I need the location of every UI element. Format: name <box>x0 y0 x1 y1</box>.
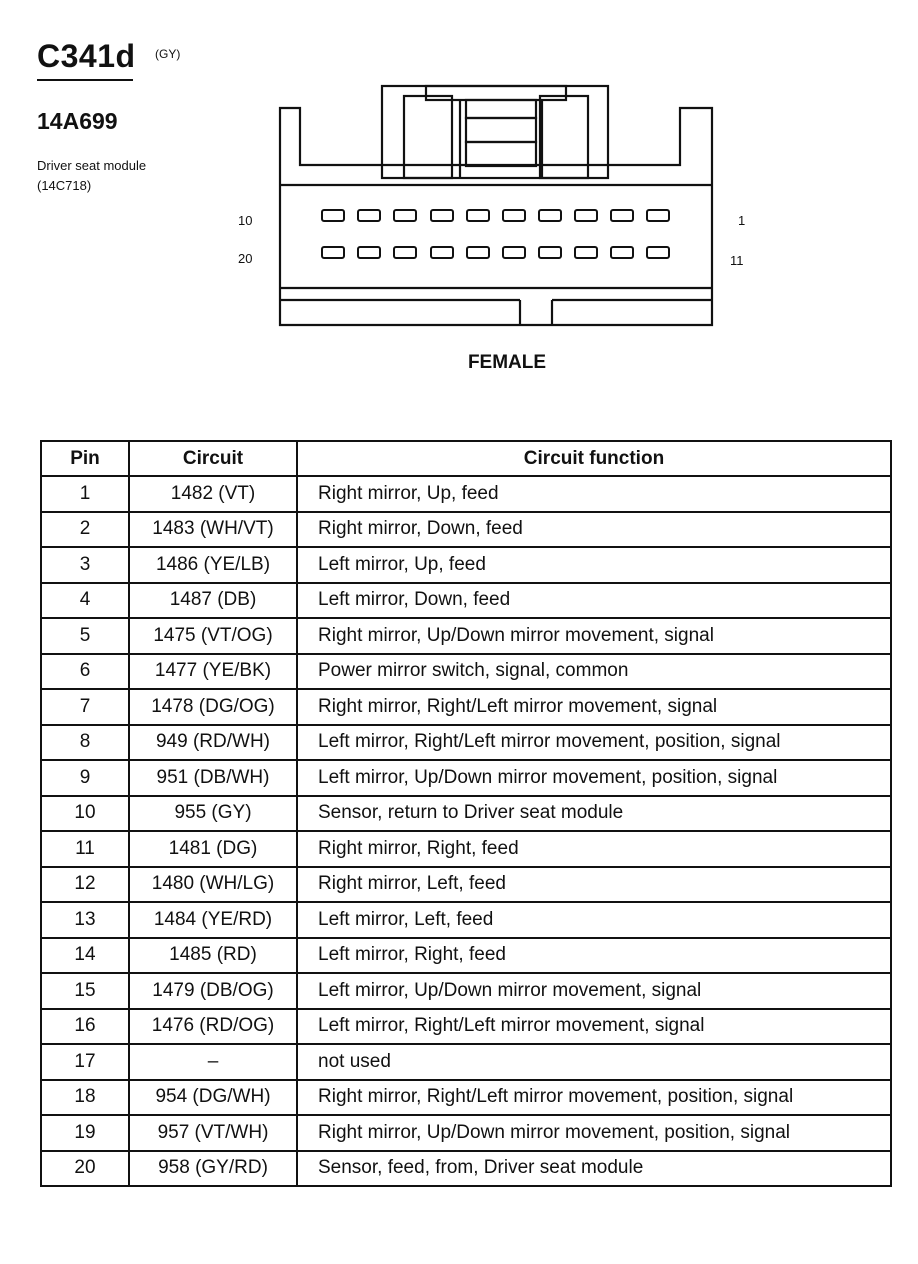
pin-number: 7 <box>41 689 129 725</box>
pin-number: 4 <box>41 583 129 619</box>
table-row <box>41 1115 891 1151</box>
circuit-function: Sensor, return to Driver seat module <box>297 796 891 832</box>
pin-number: 16 <box>41 1009 129 1045</box>
circuit-code: 957 (VT/WH) <box>129 1115 297 1151</box>
circuit-code: 1483 (WH/VT) <box>129 512 297 548</box>
circuit-function: Sensor, feed, from, Driver seat module <box>297 1151 891 1187</box>
pin-number: 3 <box>41 547 129 583</box>
table-row <box>41 725 891 761</box>
pin-number: 17 <box>41 1044 129 1080</box>
pin-number: 20 <box>41 1151 129 1187</box>
circuit-code: 1478 (DG/OG) <box>129 689 297 725</box>
circuit-function: Left mirror, Right/Left mirror movement, signal <box>297 1009 891 1045</box>
pin-label-1: 1 <box>738 213 746 228</box>
circuit-function: Right mirror, Left, feed <box>297 867 891 903</box>
pin-number: 19 <box>41 1115 129 1151</box>
table-row <box>41 760 891 796</box>
circuit-code: – <box>129 1044 297 1080</box>
pin-cavity-20 <box>322 247 344 258</box>
circuit-function: Left mirror, Up/Down mirror movement, position, signal <box>297 760 891 796</box>
circuit-function: Right mirror, Up/Down mirror movement, signal <box>297 618 891 654</box>
circuit-code: 958 (GY/RD) <box>129 1151 297 1187</box>
pin-number: 8 <box>41 725 129 761</box>
pin-cavity-16 <box>467 247 489 258</box>
pin-cavity-6 <box>467 210 489 221</box>
pin-cavity-2 <box>611 210 633 221</box>
header-circuit: Circuit <box>129 441 297 476</box>
pin-number: 15 <box>41 973 129 1009</box>
pin-number: 9 <box>41 760 129 796</box>
circuit-code: 951 (DB/WH) <box>129 760 297 796</box>
circuit-function: not used <box>297 1044 891 1080</box>
circuit-function: Right mirror, Up/Down mirror movement, position, signal <box>297 1115 891 1151</box>
pin-cavity-19 <box>358 247 380 258</box>
pin-number: 5 <box>41 618 129 654</box>
pin-number: 13 <box>41 902 129 938</box>
circuit-function: Left mirror, Left, feed <box>297 902 891 938</box>
pin-number: 11 <box>41 831 129 867</box>
circuit-function: Right mirror, Right/Left mirror movement, position, signal <box>297 1080 891 1116</box>
circuit-code: 1487 (DB) <box>129 583 297 619</box>
pin-cavity-9 <box>358 210 380 221</box>
table-row <box>41 796 891 832</box>
pin-cavity-7 <box>431 210 453 221</box>
table-row <box>41 1080 891 1116</box>
table-row <box>41 1044 891 1080</box>
table-row <box>41 938 891 974</box>
latch-slot-lower <box>466 142 536 166</box>
pin-cavity-5 <box>503 210 525 221</box>
circuit-function: Right mirror, Down, feed <box>297 512 891 548</box>
pin-number: 12 <box>41 867 129 903</box>
circuit-code: 955 (GY) <box>129 796 297 832</box>
pin-cavity-4 <box>539 210 561 221</box>
pin-label-10: 10 <box>238 213 253 228</box>
header-pin: Pin <box>41 441 129 476</box>
table-row <box>41 831 891 867</box>
pin-number: 1 <box>41 476 129 512</box>
circuit-code: 1481 (DG) <box>129 831 297 867</box>
table-row <box>41 902 891 938</box>
circuit-code: 1484 (YE/RD) <box>129 902 297 938</box>
circuit-code: 1476 (RD/OG) <box>129 1009 297 1045</box>
pin-number: 2 <box>41 512 129 548</box>
circuit-code: 1486 (YE/LB) <box>129 547 297 583</box>
table-row <box>41 547 891 583</box>
table-row <box>41 1151 891 1187</box>
header-circuit-function: Circuit function <box>297 441 891 476</box>
connector-gender-label: FEMALE <box>467 352 547 373</box>
circuit-function: Right mirror, Right/Left mirror movement, signal <box>297 689 891 725</box>
pin-cavity-13 <box>575 247 597 258</box>
pin-cavity-11 <box>647 247 669 258</box>
pin-label-20: 20 <box>238 251 253 266</box>
circuit-function: Right mirror, Up, feed <box>297 476 891 512</box>
pin-cavity-10 <box>322 210 344 221</box>
pin-cavity-14 <box>539 247 561 258</box>
table-row <box>41 583 891 619</box>
description-line-1: Driver seat module <box>37 158 147 173</box>
circuit-code: 949 (RD/WH) <box>129 725 297 761</box>
pin-number: 18 <box>41 1080 129 1116</box>
circuit-function: Left mirror, Right/Left mirror movement, position, signal <box>297 725 891 761</box>
pinout-table <box>40 440 892 1187</box>
connector-color-code: (GY) <box>155 47 181 61</box>
pin-cavity-3 <box>575 210 597 221</box>
circuit-function: Power mirror switch, signal, common <box>297 654 891 690</box>
table-row <box>41 973 891 1009</box>
latch-slot-upper <box>466 100 536 118</box>
pin-label-11: 11 <box>730 253 744 268</box>
pin-number: 6 <box>41 654 129 690</box>
description-line-2: (14C718) <box>37 178 92 193</box>
pin-cavity-1 <box>647 210 669 221</box>
latch-top-bar <box>426 86 566 100</box>
table-row <box>41 512 891 548</box>
circuit-code: 954 (DG/WH) <box>129 1080 297 1116</box>
pin-cavity-8 <box>394 210 416 221</box>
circuit-code: 1475 (VT/OG) <box>129 618 297 654</box>
table-row <box>41 476 891 512</box>
table-header-row <box>41 441 891 476</box>
circuit-function: Left mirror, Down, feed <box>297 583 891 619</box>
circuit-function: Left mirror, Up/Down mirror movement, signal <box>297 973 891 1009</box>
component-description <box>37 156 146 196</box>
pin-number: 14 <box>41 938 129 974</box>
table-row <box>41 1009 891 1045</box>
circuit-code: 1482 (VT) <box>129 476 297 512</box>
table-row <box>41 618 891 654</box>
table-row <box>41 689 891 725</box>
circuit-code: 1480 (WH/LG) <box>129 867 297 903</box>
circuit-code: 1477 (YE/BK) <box>129 654 297 690</box>
circuit-function: Left mirror, Right, feed <box>297 938 891 974</box>
circuit-function: Left mirror, Up, feed <box>297 547 891 583</box>
circuit-code: 1479 (DB/OG) <box>129 973 297 1009</box>
pin-cavity-18 <box>394 247 416 258</box>
table-row <box>41 654 891 690</box>
pin-cavity-17 <box>431 247 453 258</box>
pin-cavity-12 <box>611 247 633 258</box>
pin-cavity-15 <box>503 247 525 258</box>
pin-number: 10 <box>41 796 129 832</box>
circuit-function: Right mirror, Right, feed <box>297 831 891 867</box>
table-row <box>41 867 891 903</box>
part-number: 14A699 <box>37 108 118 134</box>
title-underline <box>37 79 133 81</box>
latch-slot-middle <box>466 118 536 142</box>
connector-face-diagram <box>270 80 720 330</box>
circuit-code: 1485 (RD) <box>129 938 297 974</box>
connector-id: C341d <box>37 38 136 74</box>
